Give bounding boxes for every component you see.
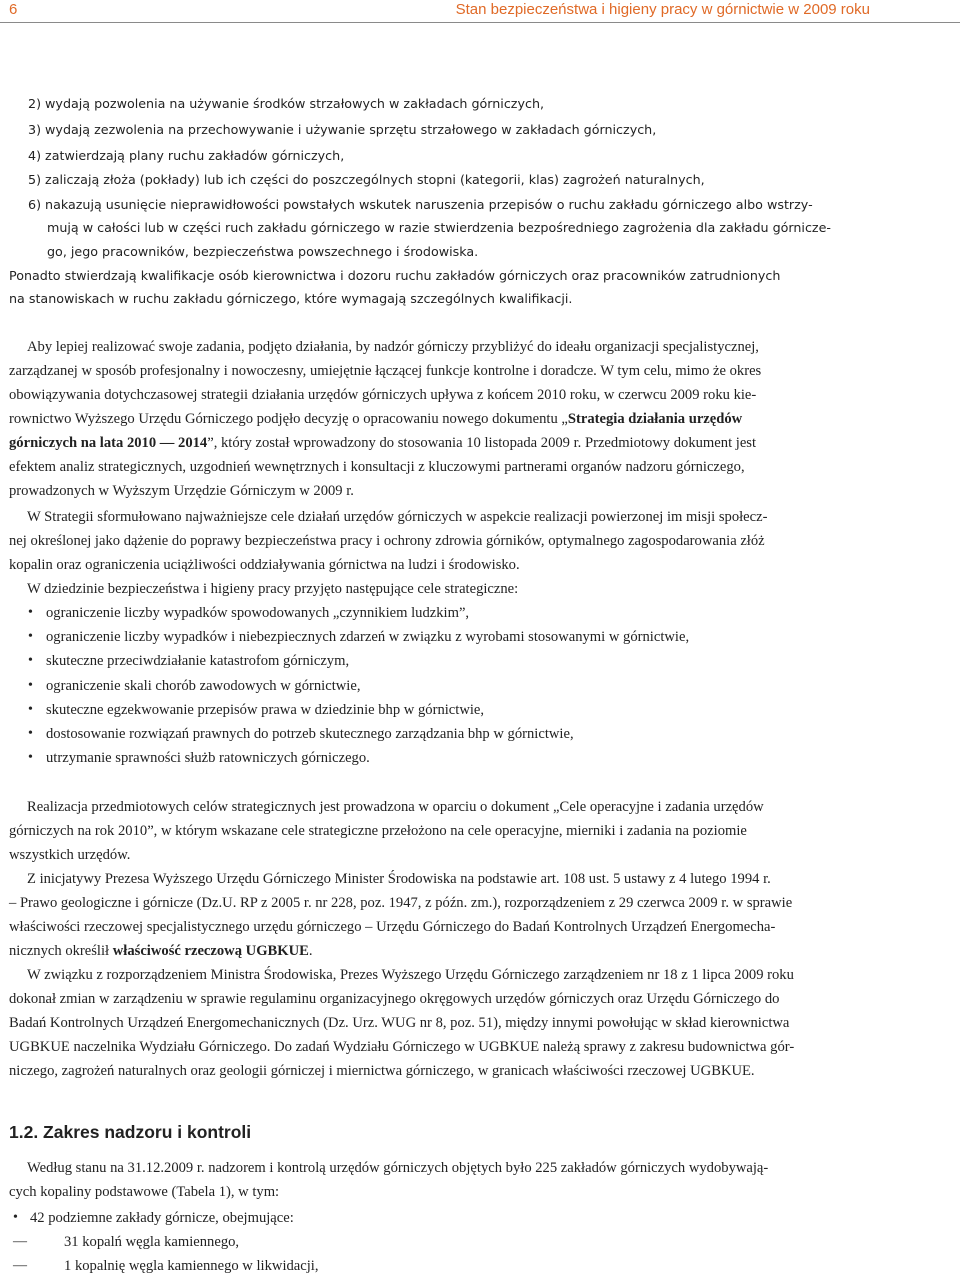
page-header [0, 0, 960, 22]
bullet-marker: • [28, 702, 33, 717]
list-item: 3) wydają zezwolenia na przechowywanie i używanie sprzętu strzałowego w zakładach górniczych, [28, 122, 657, 137]
qualifications-text: Ponadto stwierdzają kwalifikacje osób kierownictwa i dozoru ruchu zakładów górniczych oraz pracowników zatrudnionych [9, 268, 781, 283]
paragraph-line: efektem analiz strategicznych, uzgodnień wewnętrznych i konsultacji z kluczowymi partnerami organów nadzoru górniczego, [9, 459, 745, 475]
dash-marker: — [13, 1234, 27, 1249]
bullet-marker: • [28, 750, 33, 765]
dash-marker: — [13, 1258, 27, 1273]
bullet-marker: • [28, 605, 33, 620]
list-item: 42 podziemne zakłady górnicze, obejmujące: [30, 1210, 294, 1226]
ugbkue-scope: właściwość rzeczową UGBKUE [112, 943, 309, 959]
list-item: ograniczenie skali chorób zawodowych w górnictwie, [46, 678, 361, 694]
text-run: ”, który został wprowadzony do stosowania 10 listopada 2009 r. Przedmiotowy dokument jest [207, 435, 757, 451]
bullet-marker: • [28, 653, 33, 668]
list-item: utrzymanie sprawności służb ratowniczych górniczego. [46, 750, 370, 766]
text-run: nicznych określił [9, 943, 113, 959]
list-item: skuteczne przeciwdziałanie katastrofom górniczym, [46, 653, 350, 669]
paragraph-line: prowadzonych w Wyższym Urzędzie Górniczym w 2009 r. [9, 483, 354, 499]
paragraph-line: obowiązywania dotychczasowej strategii działania urzędów górniczych upływa z końcem 2010 roku, w czerwcu 2009 roku kie- [9, 387, 757, 403]
list-item-continuation: go, jego pracowników, bezpieczeństwa powszechnego i środowiska. [47, 244, 479, 259]
paragraph-line: Aby lepiej realizować swoje zadania, podjęto działania, by nadzór górniczy przybliżyć do ideału organizacji specjalistycznej, [27, 339, 759, 355]
list-item: ograniczenie liczby wypadków spowodowanych „czynnikiem ludzkim”, [46, 605, 470, 621]
paragraph-line: UGBKUE naczelnika Wydziału Górniczego. Do zadań Wydziału Górniczego w UGBKUE należą sprawy z zakresu budownictwa gór- [9, 1039, 795, 1055]
paragraph-line: Badań Kontrolnych Urządzeń Energomechanicznych (Dz. Urz. WUG nr 8, poz. 51), między innymi powołując w skład kierownictwa [9, 1015, 790, 1031]
paragraph-line: W związku z rozporządzeniem Ministra Środowiska, Prezes Wyższego Urzędu Górniczego zarządzeniem nr 18 z 1 lipca 2009 roku [27, 967, 794, 983]
strategy-title: Strategia działania urzędów [567, 411, 743, 427]
list-item: skuteczne egzekwowanie przepisów prawa w dziedzinie bhp w górnictwie, [46, 702, 485, 718]
section-heading: 1.2. Zakres nadzoru i kontroli [9, 1122, 252, 1142]
bullet-marker: • [28, 726, 33, 741]
strategy-title: górniczych na lata 2010 — 2014 [9, 435, 208, 451]
bullet-marker: • [28, 629, 33, 644]
text-run: . [308, 943, 313, 959]
text-run: rownictwo Wyższego Urzędu Górniczego podjęło decyzję o opracowaniu nowego dokumentu „ [9, 411, 568, 427]
list-item: ograniczenie liczby wypadków i niebezpiecznych zdarzeń w związku z wyrobami stosowanymi w górnictwie, [46, 629, 690, 645]
paragraph-line: Według stanu na 31.12.2009 r. nadzorem i kontrolą urzędów górniczych objętych było 225 zakładów górniczych wydobywają- [27, 1160, 769, 1176]
list-item: dostosowanie rozwiązań prawnych do potrzeb skutecznego zarządzania bhp w górnictwie, [46, 726, 574, 742]
paragraph-line [9, 939, 313, 963]
paragraph-line [9, 407, 742, 431]
paragraph-line: nej określonej jako dążenie do poprawy bezpieczeństwa pracy i ochrony zdrowia górników, optymalnego zagospodarowania złóż [9, 533, 765, 549]
paragraph-line: W Strategii sformułowano najważniejsze cele działań urzędów górniczych w aspekcie realizacji powierzonej im misji społecz- [27, 509, 768, 525]
list-item: 4) zatwierdzają plany ruchu zakładów górniczych, [28, 148, 345, 163]
paragraph-line: dokonał zmian w zarządzeniu w sprawie regulaminu organizacyjnego okręgowych urzędów górniczych oraz Urzędu Górniczego do [9, 991, 780, 1007]
paragraph-line: właściwości rzeczowej specjalistycznego urzędu górniczego – Urzędu Górniczego do Badań Kontrolnych Urządzeń Energomecha- [9, 919, 776, 935]
paragraph-line: – Prawo geologiczne i górnicze (Dz.U. RP z 2005 r. nr 228, poz. 1947, z późn. zm.), rozporządzeniem z 29 czerwca 2009 r. w sprawie [9, 895, 793, 911]
paragraph-line: zarządzanej w sposób profesjonalny i nowoczesny, umiejętnie łączącej funkcje kontrolne i doradcze. W tym celu, mimo że okres [9, 363, 762, 379]
paragraph-line: cych kopaliny podstawowe (Tabela 1), w tym: [9, 1184, 280, 1200]
bullet-marker: • [13, 1210, 18, 1225]
list-item-continuation: mują w całości lub w części ruch zakładu górniczego w razie stwierdzenia bezpośredniego zagrożenia dla zakładu górnicze- [47, 220, 831, 235]
paragraph-line: niczego, zagrożeń naturalnych oraz geologii górniczej i miernictwa górniczego, w granicach właściwości rzeczowej UGBKUE. [9, 1063, 755, 1079]
list-item: 2) wydają pozwolenia na używanie środków strzałowych w zakładach górniczych, [28, 96, 545, 111]
paragraph-line [9, 431, 756, 455]
header-rule [0, 22, 960, 23]
list-item: 6) nakazują usunięcie nieprawidłowości powstałych wskutek naruszenia przepisów o ruchu zakładu górniczego albo wstrzy- [28, 197, 813, 212]
paragraph-line: Z inicjatywy Prezesa Wyższego Urzędu Górniczego Minister Środowiska na podstawie art. 108 ust. 5 ustawy z 4 lutego 1994 r. [27, 871, 771, 887]
qualifications-text: na stanowiskach w ruchu zakładu górniczego, które wymagają szczególnych kwalifikacji. [9, 291, 573, 306]
running-title: Stan bezpieczeństwa i higieny pracy w górnictwie w 2009 roku [455, 1, 870, 18]
sub-list-item: 1 kopalnię węgla kamiennego w likwidacji, [64, 1258, 319, 1274]
paragraph-line: Realizacja przedmiotowych celów strategicznych jest prowadzona w oparciu o dokument „Cele operacyjne i zadania urzędów [27, 799, 764, 815]
page-number: 6 [9, 1, 18, 18]
paragraph-line: W dziedzinie bezpieczeństwa i higieny pracy przyjęto następujące cele strategiczne: [27, 581, 519, 597]
bullet-marker: • [28, 678, 33, 693]
sub-list-item: 31 kopalń węgla kamiennego, [64, 1234, 240, 1250]
paragraph-line: wszystkich urzędów. [9, 847, 131, 863]
list-item: 5) zaliczają złoża (pokłady) lub ich części do poszczególnych stopni (kategorii, klas) zagrożeń naturalnych, [28, 172, 705, 187]
paragraph-line: górniczych na rok 2010”, w którym wskazane cele strategiczne przełożono na cele operacyjne, mierniki i zadania na poziomie [9, 823, 747, 839]
paragraph-line: kopalin oraz ograniczenia uciążliwości oddziaływania górnictwa na ludzi i środowisko. [9, 557, 520, 573]
